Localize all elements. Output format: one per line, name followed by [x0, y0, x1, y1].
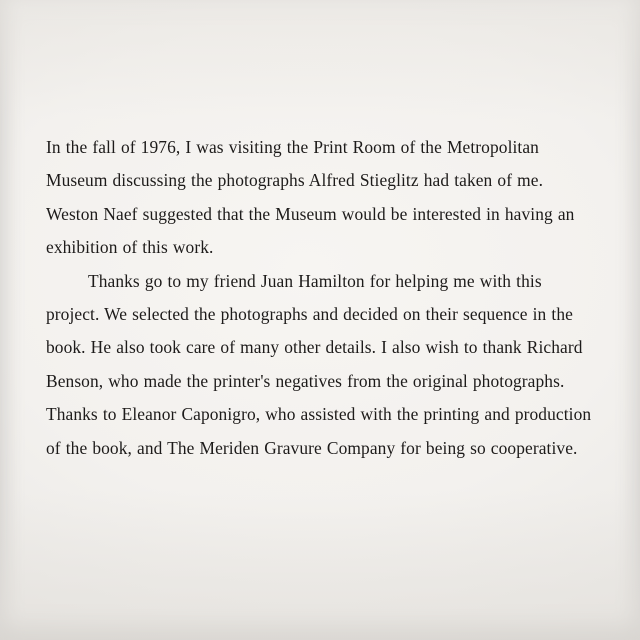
paragraph-2: Thanks go to my friend Juan Hamilton for helping me with this project. We selected the photographs and decided on their sequence in the book. He also took care of many other details. I also wish to thank Richard Benson, who made the printer's negatives from the original photographs. Thanks to Eleanor Caponigro, who assisted with the printing and production of the book, and The Meriden Gravure Company for being so cooperative. [46, 270, 592, 458]
paragraph-1: In the fall of 1976, I was visiting the Print Room of the Metropolitan Museum discussing the photographs Alfred Stieglitz had taken of me. Weston Naef suggested that the Museum would be interested in having an exhibition of this work. [46, 137, 575, 258]
page-text-block [46, 131, 592, 465]
